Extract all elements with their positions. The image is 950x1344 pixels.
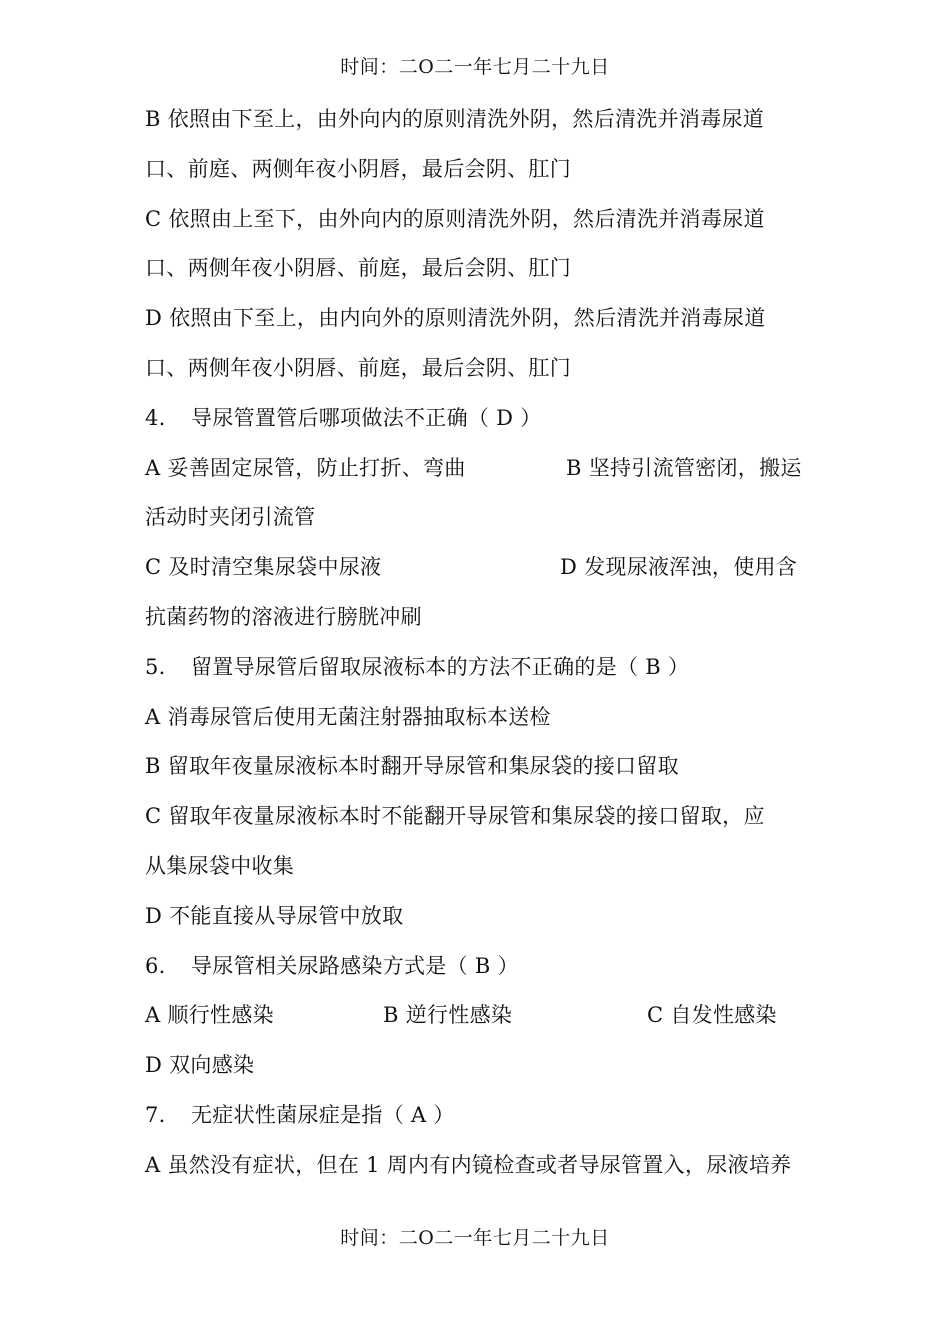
q4-stem (145, 394, 815, 444)
q4-option-d-line1: D 发现尿液浑浊，使用含 (560, 555, 798, 580)
page-footer: 时间：二O二一年七月二十九日 (340, 1227, 610, 1249)
page-header: 时间：二O二一年七月二十九日 (340, 56, 610, 78)
q7-stem-text: 无症状性菌尿症是指（ A ） (191, 1102, 455, 1127)
q4-option-b-line2: 活动时夹闭引流管 (145, 505, 316, 530)
q3-option-c-line1: C 依照由上至下，由外向内的原则清洗外阴，然后清洗并消毒尿道 (145, 206, 765, 231)
q7-option-a-line1: A 虽然没有症状，但在 1 周内有内镜检查或者导尿管置入，尿液培养 (145, 1152, 792, 1177)
q5-option-c-line2: 从集尿袋中收集 (145, 853, 295, 878)
q5-option-a: A 消毒尿管后使用无菌注射器抽取标本送检 (145, 704, 551, 729)
q4-number: 4. (145, 405, 166, 430)
q5-number: 5. (145, 654, 166, 679)
q4-option-b-line1: B 坚持引流管密闭，搬运 (566, 455, 802, 480)
q6-stem (145, 942, 815, 992)
q6-option-b: B 逆行性感染 (383, 1003, 513, 1028)
q5-stem (145, 643, 815, 693)
q6-option-a: A 顺行性感染 (145, 1003, 274, 1028)
q7-stem (145, 1091, 815, 1141)
q4-option-d-line2: 抗菌药物的溶液进行膀胱冲刷 (145, 604, 422, 629)
q5-option-d: D 不能直接从导尿管中放取 (145, 903, 404, 928)
q4-option-a: A 妥善固定尿管，防止打折、弯曲 (145, 455, 466, 480)
page-content (145, 95, 815, 1191)
q6-options-row (145, 991, 815, 1041)
q5-option-c-line1: C 留取年夜量尿液标本时不能翻开导尿管和集尿袋的接口留取，应 (145, 804, 765, 829)
q5-option-b: B 留取年夜量尿液标本时翻开导尿管和集尿袋的接口留取 (145, 754, 679, 779)
q4-option-c: C 及时清空集尿袋中尿液 (145, 555, 382, 580)
q4-options-row1 (145, 444, 815, 494)
q3-option-c-line2: 口、两侧年夜小阴唇、前庭，最后会阴、肛门 (145, 256, 571, 281)
q6-number: 6. (145, 953, 166, 978)
q6-option-d: D 双向感染 (145, 1053, 255, 1078)
q5-stem-text: 留置导尿管后留取尿液标本的方法不正确的是（ B ） (191, 654, 690, 679)
q3-option-d-line1: D 依照由下至上，由内向外的原则清洗外阴，然后清洗并消毒尿道 (145, 306, 766, 331)
q3-option-b-line2: 口、前庭、两侧年夜小阴唇，最后会阴、肛门 (145, 156, 571, 181)
q6-stem-text: 导尿管相关尿路感染方式是（ B ） (191, 953, 519, 978)
q4-options-row2 (145, 543, 815, 593)
q7-number: 7. (145, 1102, 166, 1127)
q4-stem-text: 导尿管置管后哪项做法不正确（ D ） (191, 405, 542, 430)
q3-option-d-line2: 口、两侧年夜小阴唇、前庭，最后会阴、肛门 (145, 355, 571, 380)
q3-option-b-line1: B 依照由下至上，由外向内的原则清洗外阴，然后清洗并消毒尿道 (145, 107, 765, 131)
q6-option-c: C 自发性感染 (647, 1003, 777, 1028)
